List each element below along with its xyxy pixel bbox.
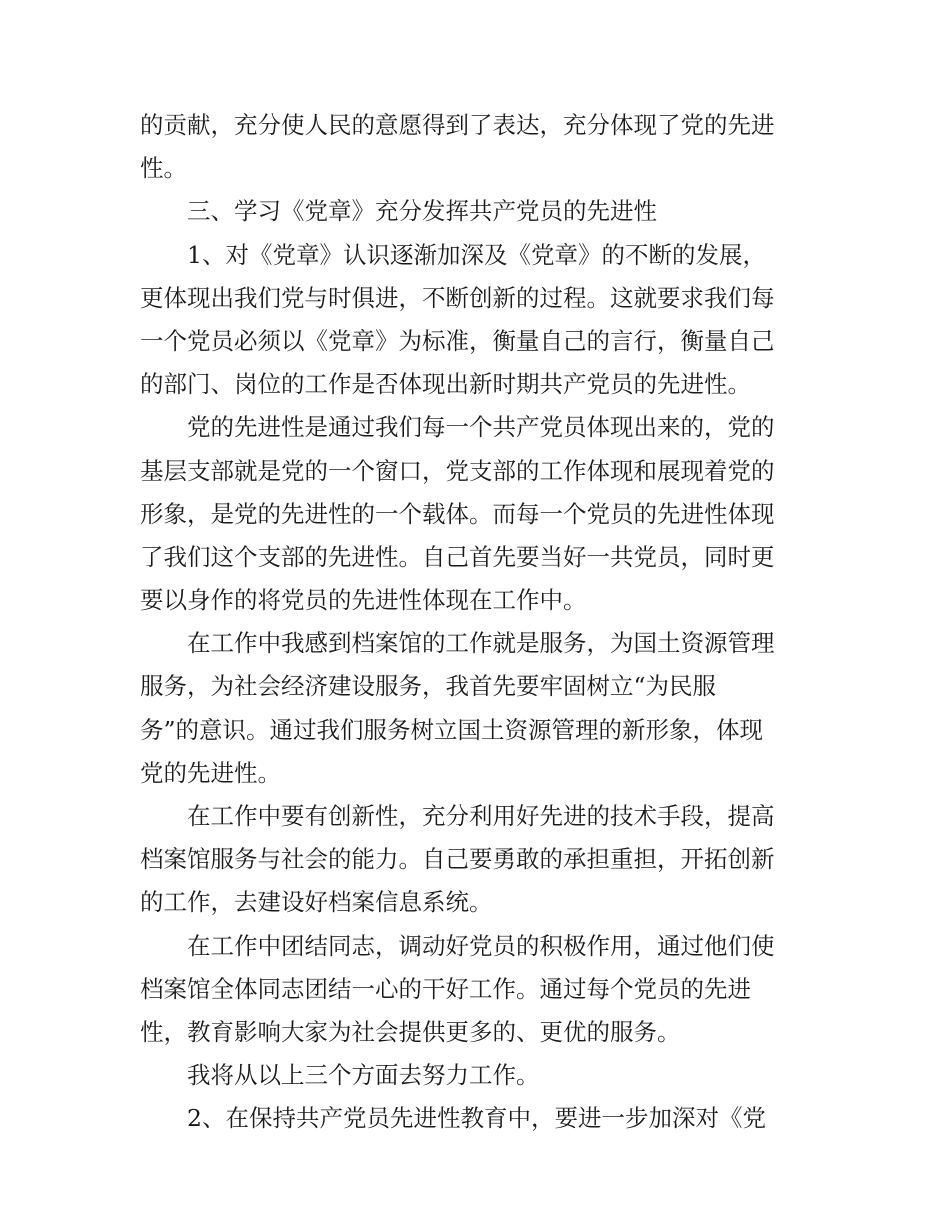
text-line: 在工作中要有创新性，充分利用好先进的技术手段，提高: [187, 802, 775, 830]
text-line: 在工作中团结同志，调动好党员的积极作用，通过他们使: [187, 931, 775, 960]
text-line: 性，教育影响大家为社会提供更多的、更优的服务。: [140, 1017, 681, 1046]
text-line: 性。: [140, 154, 187, 183]
text-line: 形象，是党的先进性的一个载体。而每一个党员的先进性体现: [140, 499, 775, 528]
text-line: 的工作，去建设好档案信息系统。: [140, 888, 493, 917]
text-line: 要以身作的将党员的先进性体现在工作中。: [140, 586, 587, 615]
text-line: 务”的意识。通过我们服务树立国土资源管理的新形象，体现: [140, 715, 764, 744]
text-line: 了我们这个支部的先进性。自己首先要当好一共党员，同时更: [140, 542, 775, 571]
section-heading: 三、学习《党章》充分发挥共产党员的先进性: [187, 197, 657, 226]
text-line: 基层支部就是党的一个窗口，党支部的工作体现和展现着党的: [140, 456, 775, 485]
text-line: 的贡献，充分使人民的意愿得到了表达，充分体现了党的先进: [140, 111, 775, 139]
text-line: 党的先进性。: [140, 758, 281, 787]
text-line: 档案馆服务与社会的能力。自己要勇敢的承担重担，开拓创新: [140, 845, 775, 874]
text-line: 在工作中我感到档案馆的工作就是服务，为国土资源管理: [187, 629, 775, 658]
text-line: 我将从以上三个方面去努力工作。: [187, 1061, 540, 1090]
text-line: 的部门、岗位的工作是否体现出新时期共产党员的先进性。: [140, 370, 751, 399]
text-line: 一个党员必须以《党章》为标准，衡量自己的言行，衡量自己: [140, 326, 775, 355]
text-line: 2、在保持共产党员先进性教育中，要进一步加深对《党: [187, 1104, 766, 1133]
text-line: 服务，为社会经济建设服务，我首先要牢固树立“为民服: [140, 672, 717, 701]
document-body: [140, 104, 820, 1141]
text-line: 1、对《党章》认识逐渐加深及《党章》的不断的发展，: [187, 240, 766, 269]
text-line: 党的先进性是通过我们每一个共产党员体现出来的，党的: [187, 413, 775, 442]
text-line: 更体现出我们党与时俱进，不断创新的过程。这就要求我们每: [140, 283, 775, 312]
text-line: 档案馆全体同志团结一心的干好工作。通过每个党员的先进: [140, 974, 751, 1003]
